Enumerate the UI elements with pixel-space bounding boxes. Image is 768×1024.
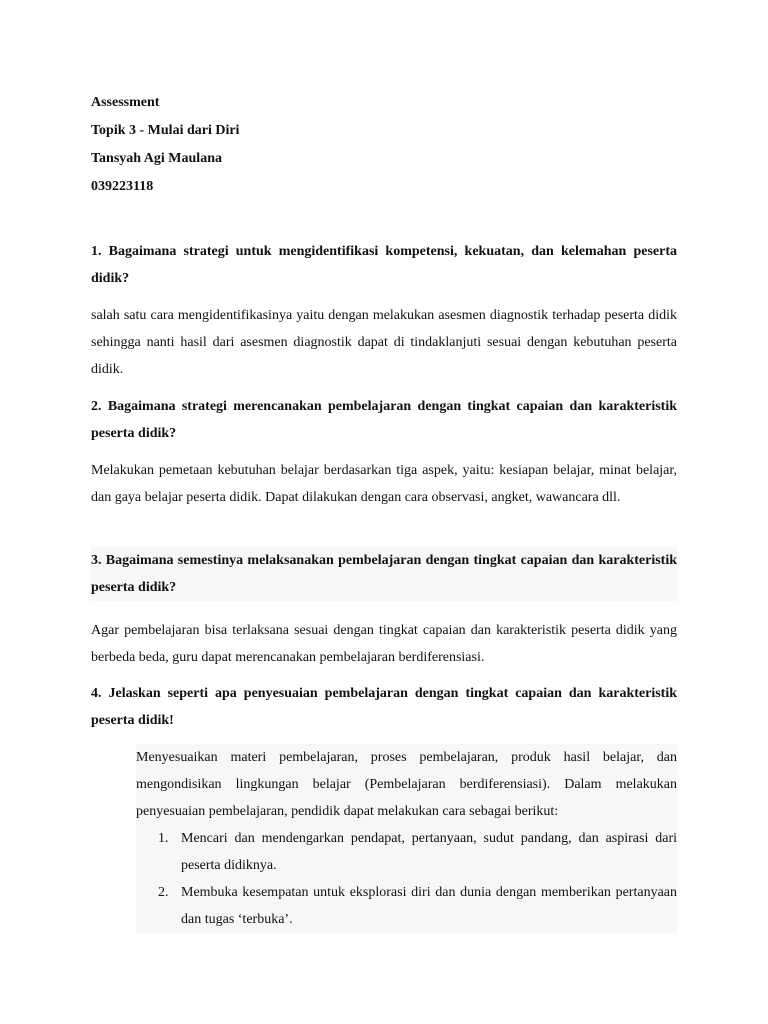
list-item-number: 1. bbox=[158, 831, 169, 846]
topic-line: Topik 3 - Mulai dari Diri bbox=[91, 123, 240, 138]
list-item-number: 2. bbox=[158, 885, 169, 900]
answer-3: Agar pembelajaran bisa terlaksana sesuai dengan tingkat capaian dan karakteristik peserta didik yang berbeda beda, guru dapat merencanakan pembelajaran berdiferensiasi. bbox=[91, 623, 677, 665]
list-item-text: Mencari dan mendengarkan pendapat, pertanyaan, sudut pandang, dan aspirasi dari peserta didiknya. bbox=[181, 831, 677, 873]
question-4: 4. Jelaskan seperti apa penyesuaian pembelajaran dengan tingkat capaian dan karakteristik peserta didik! bbox=[91, 686, 677, 728]
answer-4-list bbox=[136, 825, 677, 933]
list-item-text: Membuka kesempatan untuk eksplorasi diri dan dunia dengan memberikan pertanyaan dan tugas ‘terbuka’. bbox=[181, 885, 677, 927]
answer-4: Menyesuaikan materi pembelajaran, proses pembelajaran, produk hasil belajar, dan mengondisikan lingkungan belajar (Pembelajaran berdiferensiasi). Dalam melakukan penyesuaian pembelajaran, pendidik dapat melakukan cara sebagai berikut: bbox=[136, 744, 677, 825]
list-item bbox=[136, 879, 677, 933]
answer-1: salah satu cara mengidentifikasinya yaitu dengan melakukan asesmen diagnostik terhadap peserta didik sehingga nanti hasil dari asesmen diagnostik dapat di tindaklanjuti sesuai dengan kebutuhan peserta didik. bbox=[91, 308, 677, 377]
question-1: 1. Bagaimana strategi untuk mengidentifikasi kompetensi, kekuatan, dan kelemahan peserta didik? bbox=[91, 244, 677, 286]
answer-2: Melakukan pemetaan kebutuhan belajar berdasarkan tiga aspek, yaitu: kesiapan belajar, minat belajar, dan gaya belajar peserta didik. Dapat dilakukan dengan cara observasi, angket, wawancara dll. bbox=[91, 463, 677, 505]
student-id: 039223118 bbox=[91, 179, 154, 194]
document-title: Assessment bbox=[91, 95, 160, 110]
question-3: 3. Bagaimana semestinya melaksanakan pembelajaran dengan tingkat capaian dan karakteristik peserta didik? bbox=[91, 547, 677, 601]
author-name: Tansyah Agi Maulana bbox=[91, 151, 222, 166]
question-2: 2. Bagaimana strategi merencanakan pembelajaran dengan tingkat capaian dan karakteristik peserta didik? bbox=[91, 399, 677, 441]
list-item bbox=[136, 825, 677, 879]
